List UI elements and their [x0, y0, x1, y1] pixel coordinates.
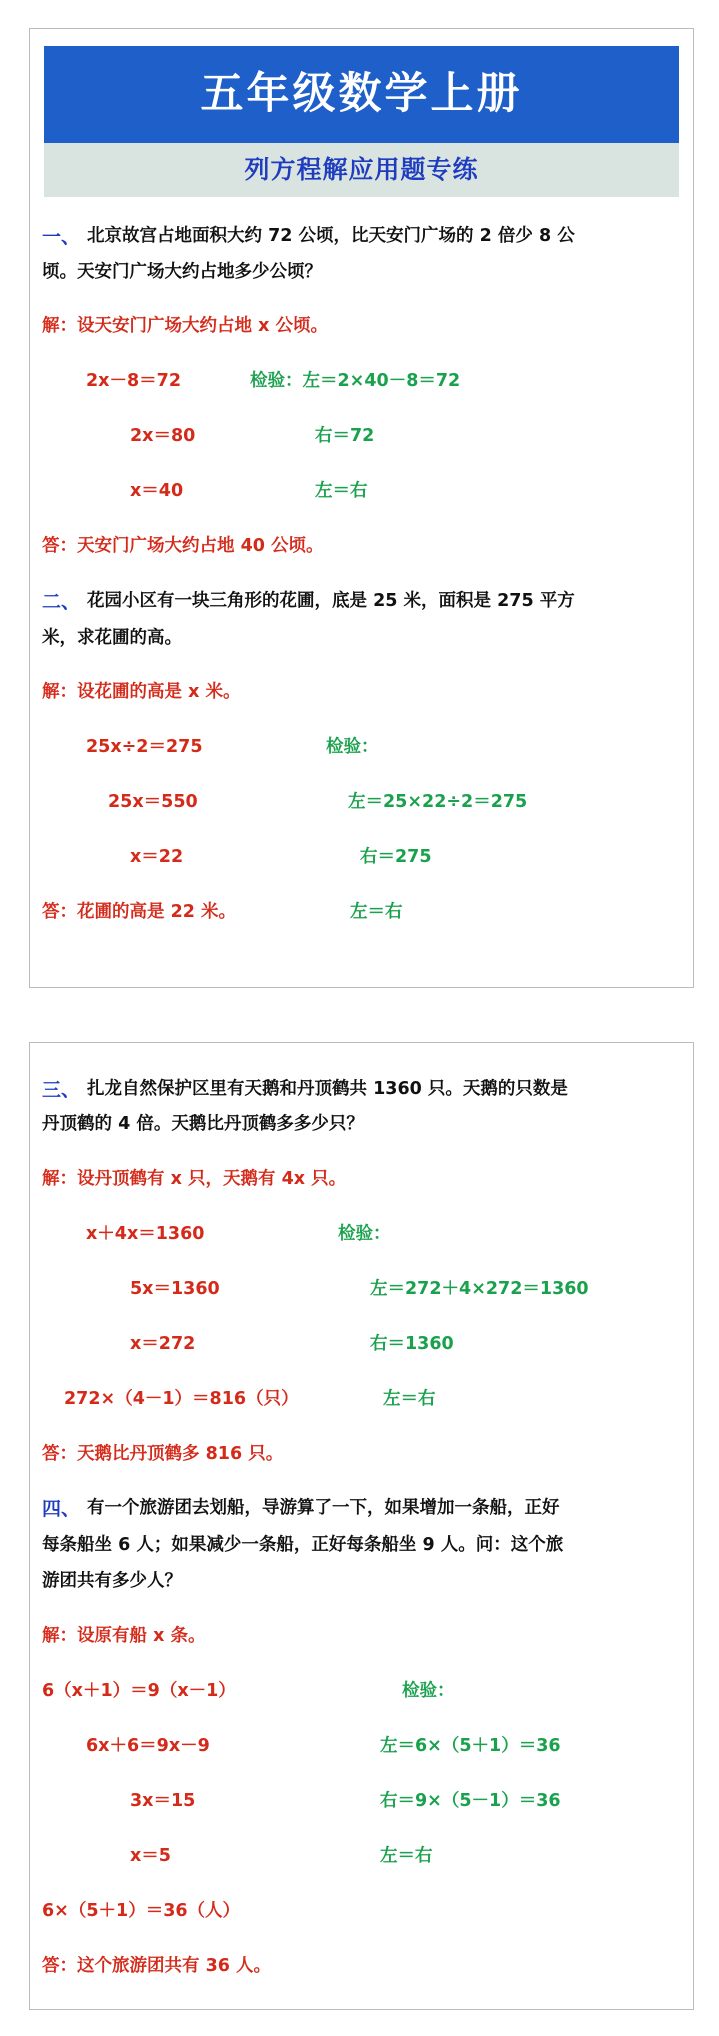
- problem-2-question-line-1: 花园小区有一块三角形的花圃，底是 25 米，面积是 275 平方: [87, 591, 575, 611]
- problem-3-step-4: 272×（4－1）＝816（只）: [64, 1389, 299, 1409]
- problem-1-check-2: 右＝72: [315, 426, 375, 446]
- problem-2-step-2: 25x＝550: [108, 792, 198, 812]
- problem-4-step-2: 6x＋6＝9x－9: [86, 1736, 210, 1756]
- problem-3-check-4: 左＝右: [383, 1389, 436, 1409]
- problem-1-question-line-1: 北京故宫占地面积大约 72 公顷，比天安门广场的 2 倍少 8 公: [87, 226, 575, 246]
- problem-1-step-3: x＝40: [130, 481, 184, 501]
- problem-1-solution: 解：设天安门广场大约占地 x 公顷。: [42, 316, 328, 336]
- problem-2-check-2: 左＝25×22÷2＝275: [348, 792, 528, 812]
- problem-2-number: 二、: [42, 591, 81, 613]
- page-title: 五年级数学上册: [44, 46, 679, 143]
- problem-4-question-line-2: 每条船坐 6 人；如果减少一条船，正好每条船坐 9 人。问：这个旅: [42, 1535, 564, 1555]
- problem-4-check-3: 右＝9×（5－1）＝36: [380, 1791, 561, 1811]
- problem-4-question-line-3: 游团共有多少人？: [42, 1571, 182, 1591]
- problem-3-step-1: x＋4x＝1360: [86, 1224, 205, 1244]
- problem-4-step-1: 6（x＋1）＝9（x－1）: [42, 1681, 236, 1701]
- problem-2-answer: 答：花圃的高是 22 米。: [42, 902, 237, 922]
- problem-3-step-2: 5x＝1360: [130, 1279, 220, 1299]
- problem-4-solution: 解：设原有船 x 条。: [42, 1626, 206, 1646]
- problem-3-question-line-2: 丹顶鹤的 4 倍。天鹅比丹顶鹤多多少只？: [42, 1114, 364, 1134]
- problem-4-step-4: x＝5: [130, 1846, 171, 1866]
- problem-2-question-line-2: 米，求花圃的高。: [42, 628, 182, 648]
- problem-1-step-1: 2x－8＝72: [86, 371, 181, 391]
- problem-2-check-3: 右＝275: [360, 847, 432, 867]
- problem-2-step-1: 25x÷2＝275: [86, 737, 203, 757]
- problem-1-check-3: 左＝右: [315, 481, 368, 501]
- problem-3-answer: 答：天鹅比丹顶鹤多 816 只。: [42, 1444, 284, 1464]
- problem-1-number: 一、: [42, 226, 81, 248]
- problem-2-check-1: 检验：: [326, 737, 379, 757]
- problem-3-solution: 解：设丹顶鹤有 x 只，天鹅有 4x 只。: [42, 1169, 347, 1189]
- problem-1-step-2: 2x＝80: [130, 426, 196, 446]
- problem-4-step-3: 3x＝15: [130, 1791, 196, 1811]
- problem-3-number: 三、: [42, 1079, 81, 1101]
- problem-3-question-line-1: 扎龙自然保护区里有天鹅和丹顶鹤共 1360 只。天鹅的只数是: [87, 1079, 568, 1099]
- problem-1-check-1: 检验：左＝2×40－8＝72: [250, 371, 461, 391]
- problem-3-check-1: 检验：: [338, 1224, 391, 1244]
- problem-2-solution: 解：设花圃的高是 x 米。: [42, 682, 241, 702]
- problem-3-check-3: 右＝1360: [370, 1334, 454, 1354]
- problem-4-check-4: 左＝右: [380, 1846, 433, 1866]
- problem-4-step-5: 6×（5＋1）＝36（人）: [42, 1901, 241, 1921]
- problem-1-question-line-2: 顷。天安门广场大约占地多少公顷？: [42, 262, 322, 282]
- problem-4-check-1: 检验：: [402, 1681, 455, 1701]
- problem-2-check-4: 左＝右: [350, 902, 403, 922]
- problem-4-number: 四、: [42, 1498, 81, 1520]
- problem-3-check-2: 左＝272＋4×272＝1360: [370, 1279, 589, 1299]
- problem-3-step-3: x＝272: [130, 1334, 196, 1354]
- problem-2-step-3: x＝22: [130, 847, 184, 867]
- problem-4-question-line-1: 有一个旅游团去划船，导游算了一下，如果增加一条船，正好: [87, 1498, 560, 1518]
- page-subtitle: 列方程解应用题专练: [44, 143, 679, 197]
- problem-4-answer: 答：这个旅游团共有 36 人。: [42, 1956, 272, 1976]
- problem-4-check-2: 左＝6×（5＋1）＝36: [380, 1736, 561, 1756]
- problem-1-answer: 答：天安门广场大约占地 40 公顷。: [42, 536, 324, 556]
